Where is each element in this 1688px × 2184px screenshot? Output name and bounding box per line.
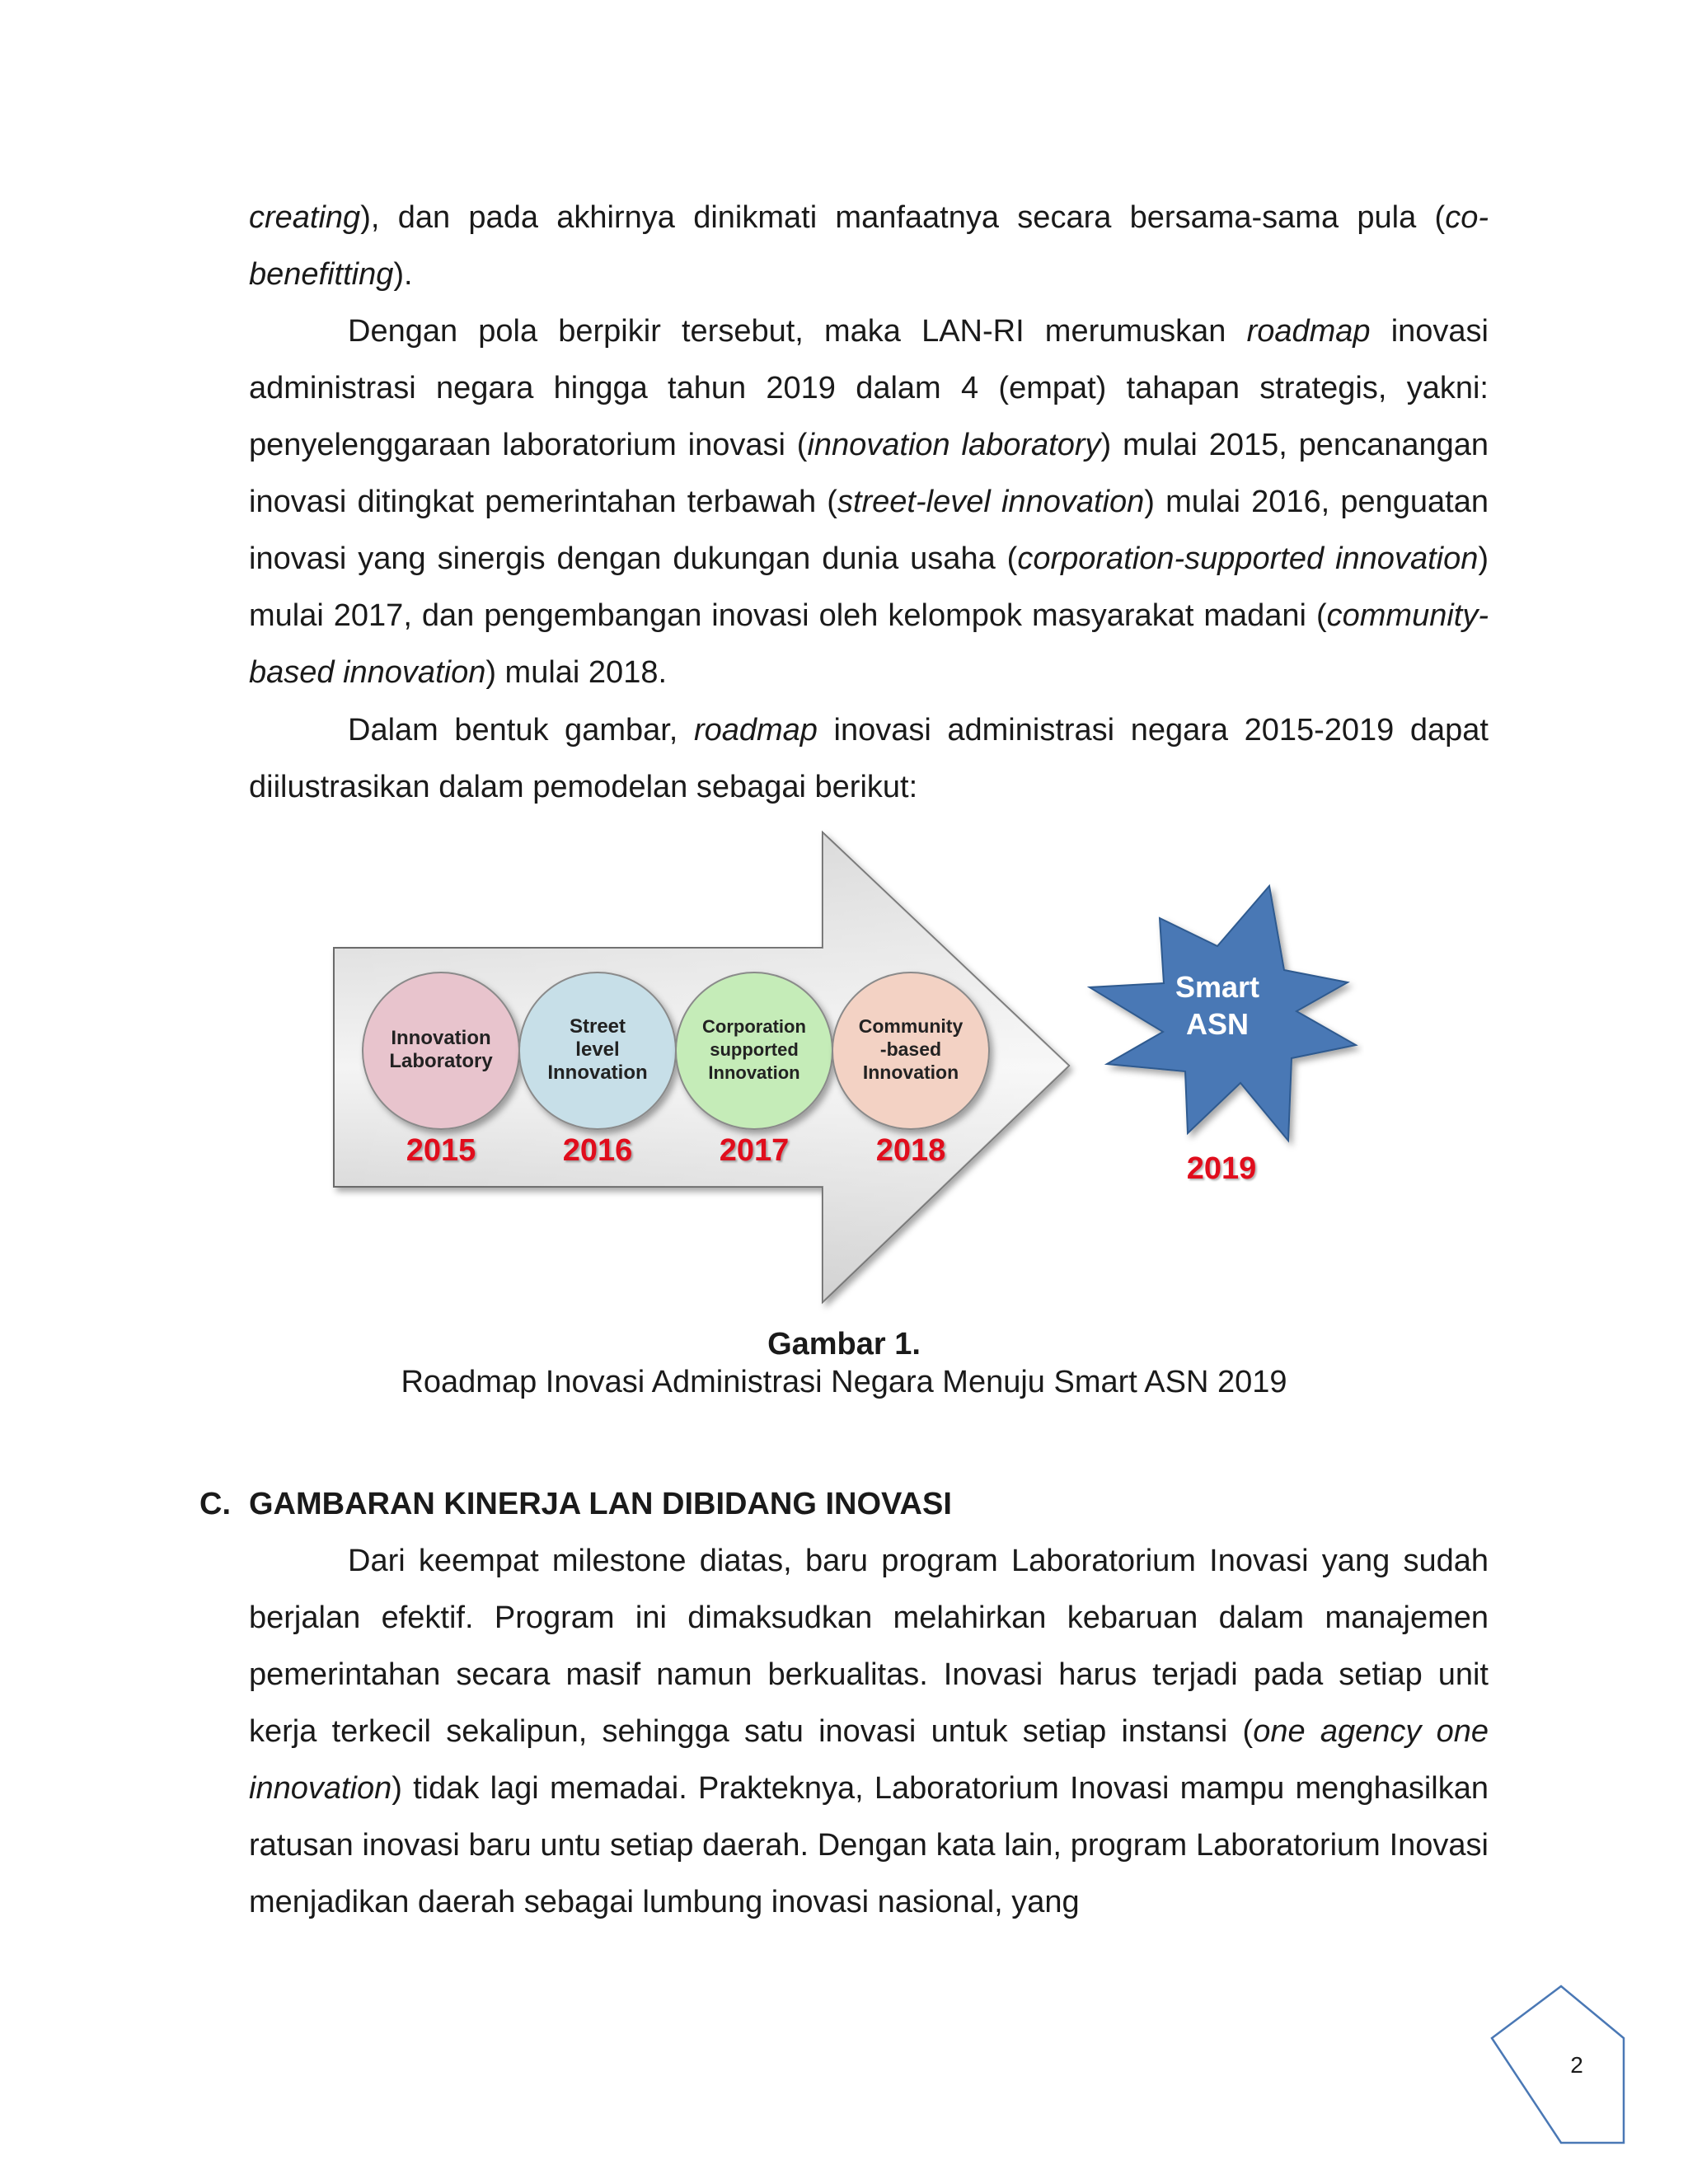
smart-asn-star <box>1090 886 1356 1186</box>
figure-caption <box>0 1325 1688 1401</box>
text-run: inovasi administrasi negara 2015-2019 dapat diilustrasikan dalam pemodelan sebagai berikut: <box>249 713 1489 804</box>
paragraph-4 <box>249 1533 1489 1931</box>
section-number: C. <box>199 1487 231 1521</box>
text-run: Dengan pola berpikir tersebut, maka LAN-RI merumuskan <box>348 314 1247 349</box>
page-number-badge <box>1484 1982 1632 2147</box>
text-run: ) mulai 2016, penguatan inovasi yang sinergis dengan dukungan dunia usaha ( <box>249 485 1489 576</box>
section-heading <box>199 1485 952 1523</box>
stage-label-line2: -based <box>879 1038 942 1060</box>
text-run: Dalam bentuk gambar, <box>348 713 694 748</box>
text-italic: roadmap <box>693 713 818 748</box>
text-run: ) mulai 2015, pencanangan inovasi ditingkat pemerintahan terbawah ( <box>249 428 1489 519</box>
text-italic: community-based innovation <box>249 598 1489 690</box>
stage-year: 2017 <box>719 1133 790 1168</box>
page-number: 2 <box>1570 2052 1583 2078</box>
text-italic: corporation-supported innovation <box>1017 541 1479 576</box>
stage-label-line3: Innovation <box>708 1062 800 1083</box>
section-title: GAMBARAN KINERJA LAN DIBIDANG INOVASI <box>249 1487 952 1521</box>
text-run: ). <box>393 257 413 292</box>
page-badge-shape <box>1484 1982 1632 2147</box>
caption-title: Gambar 1. <box>767 1327 921 1361</box>
text-italic: innovation laboratory <box>807 428 1101 462</box>
stage-label-line1: Innovation <box>391 1027 491 1049</box>
stage-year: 2018 <box>875 1133 946 1168</box>
text-run: ), dan pada akhirnya dinikmati manfaatnya secara bersama-sama pula ( <box>360 200 1446 235</box>
stage-label-line1: Street <box>569 1015 626 1038</box>
roadmap-diagram <box>326 824 1364 1319</box>
stage-year: 2015 <box>406 1133 476 1168</box>
stage-label-line2: level <box>575 1038 620 1061</box>
stage-label-line2: Laboratory <box>389 1050 493 1072</box>
stage-label-line1: Community <box>858 1015 964 1037</box>
roadmap-figure <box>326 824 1364 1319</box>
paragraph-2 <box>249 303 1489 701</box>
star-label-line1: Smart <box>1175 970 1260 1004</box>
star-year: 2019 <box>1186 1151 1257 1186</box>
text-run: ) mulai 2017, dan pengembangan inovasi oleh kelompok masyarakat madani ( <box>249 541 1489 633</box>
text-italic: roadmap <box>1246 314 1371 349</box>
paragraph-3 <box>249 702 1489 816</box>
text-run: inovasi administrasi negara hingga tahun 2019 dalam 4 (empat) tahapan strategis, yakni: penyelenggaraan laboratorium inovasi ( <box>249 314 1489 462</box>
text-italic: one agency one innovation <box>249 1714 1489 1806</box>
caption-text: Roadmap Inovasi Administrasi Negara Menuju Smart ASN 2019 <box>401 1365 1287 1399</box>
text-run: ) mulai 2018. <box>485 655 668 690</box>
star-label-line2: ASN <box>1185 1007 1250 1041</box>
stage-label-line1: Corporation <box>702 1016 806 1037</box>
stage-label-line2: supported <box>710 1039 799 1060</box>
stage-label-line3: Innovation <box>547 1062 648 1084</box>
text-italic: street-level innovation <box>837 485 1145 519</box>
text-italic: creating <box>249 200 361 235</box>
text-italic: co-benefitting <box>249 200 1489 292</box>
text-run: ) tidak lagi memadai. Prakteknya, Laboratorium Inovasi mampu menghasilkan ratusan inovasi baru untu setiap daerah. Dengan kata lain, program Laboratorium Inovasi menjadikan daerah sebagai lumbung inovasi nasional, yang <box>249 1771 1489 1919</box>
paragraph-1 <box>249 190 1489 303</box>
text-run: Dari keempat milestone diatas, baru program Laboratorium Inovasi yang sudah berjalan efektif. Program ini dimaksudkan melahirkan kebaruan dalam manajemen pemerintahan secara masif namun berkualitas. Inovasi harus terjadi pada setiap unit kerja terkecil sekalipun, sehingga satu inovasi untuk setiap instansi ( <box>249 1544 1489 1749</box>
stage-year: 2016 <box>562 1133 633 1168</box>
stage-label-line3: Innovation <box>862 1062 959 1083</box>
